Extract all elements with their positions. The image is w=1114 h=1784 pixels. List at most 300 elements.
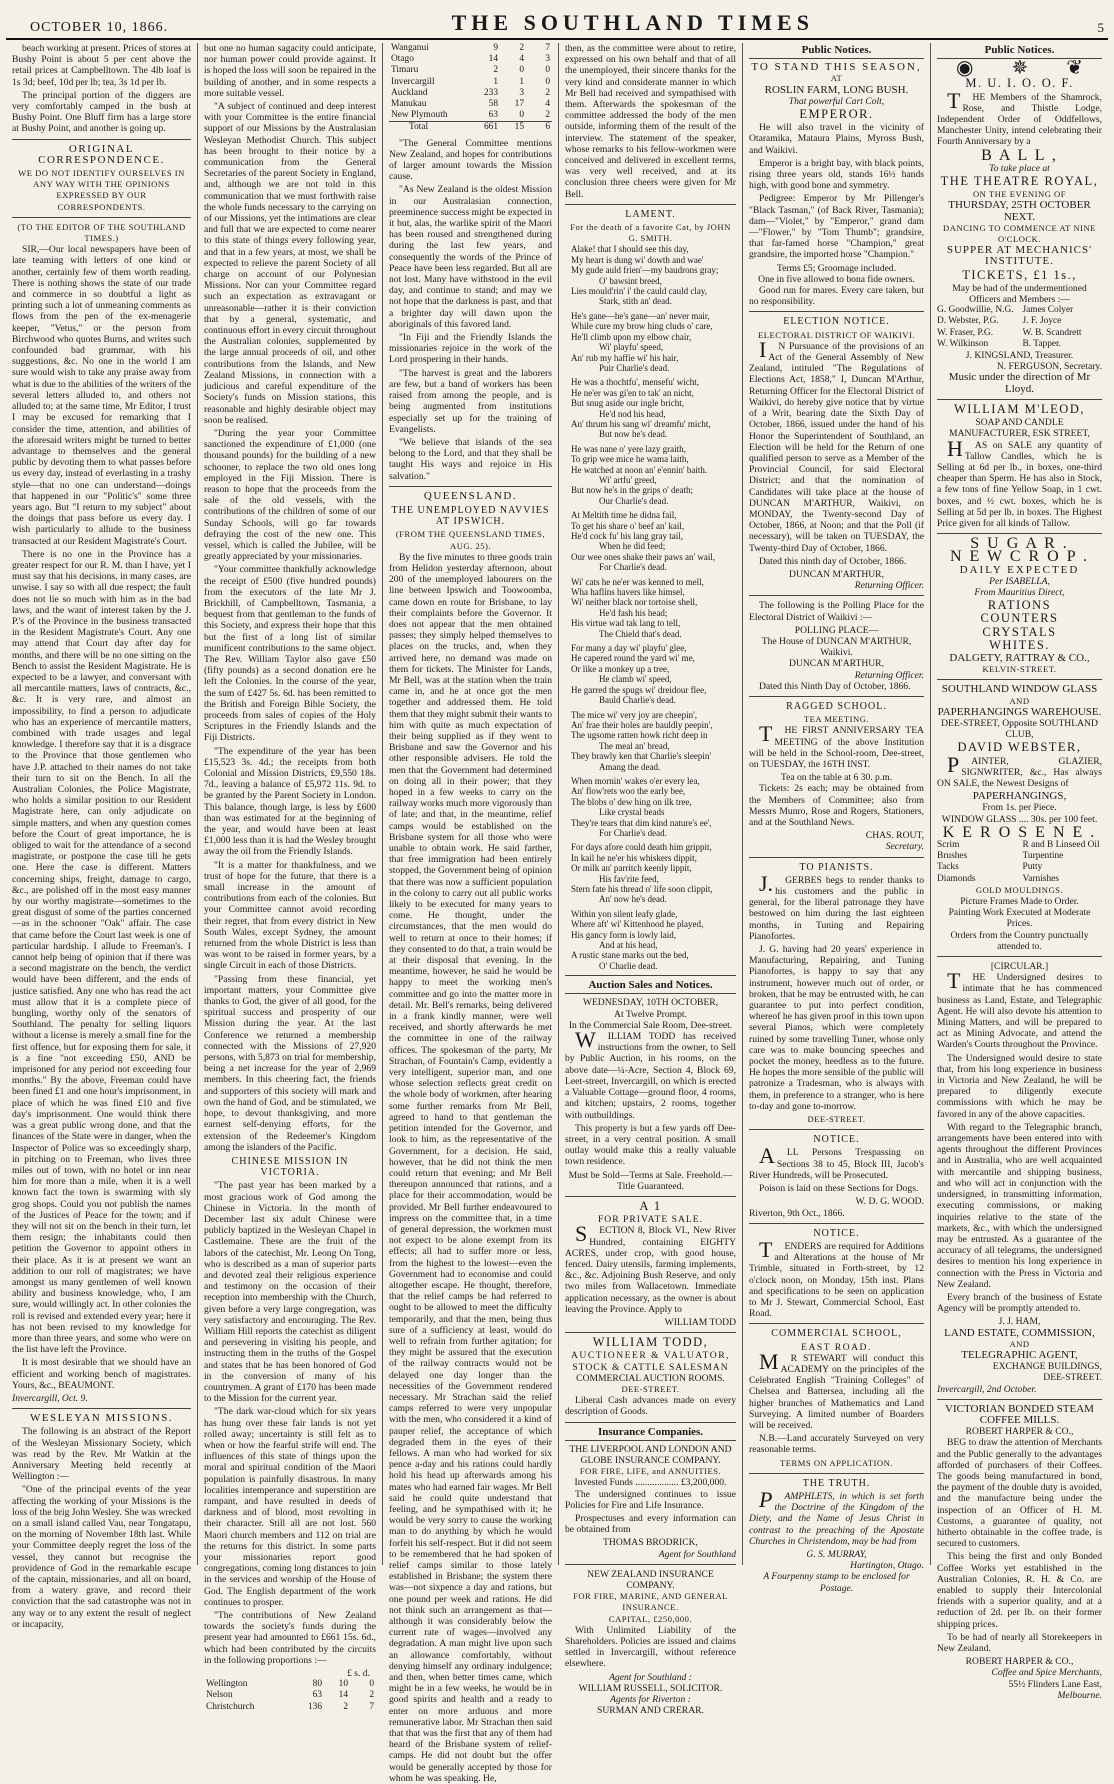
agent-role: Agents for Riverton : (610, 1694, 691, 1706)
section-header: Public Notices. (937, 45, 1102, 59)
paragraph: "It is a matter for thankfulness, and we trust of hope for the future, that there is a small increase in the amount of contributions from each of the colonies. But your Committee cannot avoid recording their regret, that from every district in New South Wales, except Sydney, the amount returned from the whole District is less than was wont to be raised in former years, by a single Circuit in each of those Districts. (204, 859, 376, 972)
poem-line: In kail he ne'er his whiskers dippit, (571, 852, 697, 863)
poem-stanza (565, 643, 736, 705)
ad-signature: ROBERT HARPER & CO., (965, 1656, 1074, 1668)
ad-line: Picture Frames Made to Order. (960, 896, 1079, 908)
poem-line: Lies mould'rin' i' the cauld cauld clay, (571, 286, 707, 297)
poem-line: Or milk an' parritch keenly lippit, (571, 863, 692, 874)
poem-line: He'll climb upon my elbow chair, (571, 331, 692, 342)
notice-signature: G. S. MURRAY, (806, 1548, 867, 1560)
notice-title: THE TRUTH. (802, 1477, 871, 1489)
table-row: Invercargill 1 1 0 (391, 76, 550, 87)
poem-line: While cure my brow hing cluds o' care, (571, 321, 713, 332)
letter-paragraph: SIR,—Our local newspapers have been of late teaming with letters of one kind or another, certainly few of them worth reading. There is nothing shows the state of our trade and commerce in so doubtful a light as printing such a lot of unmeaning comments as flows from the pen of the ex-menagerie keeper, "Vetus," or the person from Birchwood who quotes Burns, and writes such confounded bad grammar, with his suggestions, &c. No one in the world I am sure would wish to take any praise away from what is due to the abilities of the writers of the several letters alluded to, and others not alluded to; at the same time, Mr Editor, I trust I may be excused for remarking that I consider the time, attention, and abilities of the aforesaid writers might be turned to better advantage to themselves and the general public by devoting them to what passes before us every day, instead of everlasting in a trashy style—that no one can understand—doings that happened in our "Politic's" some three years ago. But "I return to my subject" about the doings that pass before us every day. I wish particularly to allude to the business transacted at our Resident Magistrate's Court. (12, 244, 191, 547)
notice-dated: Dated this Ninth Day of October, 1866. (759, 680, 911, 692)
ad-signature: Melbourne. (1057, 1689, 1102, 1701)
product-line: CRYSTALS (982, 624, 1057, 639)
notice-text: J.GERBES begs to render thanks to his customers and the public in general, for the liberal patronage they have bestowed on him during the last eighteen months, in Tuning and Repairing Pianofortes. (749, 870, 924, 942)
ad-text: PAINTER, GLAZIER, SIGNWRITER, &c., Has always ON SALE, the Newest Designs of (937, 751, 1102, 789)
ad-text: Liberal Cash advances made on every description of Goods. (565, 1395, 736, 1418)
paragraph: "The harvest is great and the laborers are few, but a band of workers has been raised from among the people, and is being augmented from institutions especially set up for the training of Evangelists. (389, 367, 552, 435)
paragraph: beach working at present. Prices of stores at Bushy Point is about 5 per cent above the retail prices at Campbelltown. The 4lb loaf is 1s 3d; beef, 10d per lb; tea, 3s 1d per lb. (12, 43, 191, 88)
agent-title: LAND ESTATE, COMMISSION, (944, 1326, 1095, 1339)
letter-paragraph: It is most desirable that we should have an efficient and working bench of magistrates. Yours, &c., BEAUMONT. (12, 1357, 191, 1391)
list-item: Putty (1022, 862, 1043, 873)
poem-line: But now he's dead. (599, 429, 668, 440)
business-name: VICTORIAN BONDED STEAM COFFEE MILLS. (945, 1402, 1094, 1426)
paragraph: "As New Zealand is the oldest Mission in our Australasian connection, preeminence success might be expected in it but, alas, the warlike spirit of the Maori has been roused and strengthened during during the last few years, and consequently the words of the Prince of Peace have been less regarded. But all are not lost. Many have withstood in the evil day, and continue to stand; and may we not hope that the darkness is past, and that a brighter day will dawn upon the aboriginals of this favored land. (389, 184, 552, 330)
eye-emblem-icon: ◉ (956, 57, 974, 80)
event-dance: DANCING TO COMMENCE AT NINE O'CLOCK. (943, 222, 1096, 245)
auctioneer-rooms: COMMERCIAL AUCTION ROOMS. (576, 1372, 725, 1384)
ad-sub: Per ISABELLA, (989, 575, 1050, 587)
auction-date: WEDNESDAY, 10TH OCTOBER, (582, 997, 719, 1009)
auctioneer-title: STOCK & CATTLE SALESMAN (572, 1361, 729, 1373)
column-4 (559, 43, 743, 1717)
ad-text: THE Undersigned desires to intimate that he has commenced business as Land, Estate, and Telegraphic Agent. He will also devote his attention to Mining Matters, and will be prepared to act as Mining Advocate, and attend the Warden's Courts throughout the Province. (937, 968, 1102, 1051)
ad-text: The Undersigned would desire to state that, from his long experience in business in Victoria and New Zealand, he will be prepared to diligently execute commissions with which he may be favored in any of the above capacities. (937, 1052, 1102, 1120)
notice-signature: DEE-STREET. (807, 1114, 866, 1125)
agent-name: SURMAN AND CRERAR. (597, 1705, 704, 1717)
poem-line: Where aft' wi' Kittenhood he played, (571, 919, 704, 930)
paragraph: "One of the principal events of the year affecting the working of your Missions is the loss of the brig John Wesley. She was wrecked on a small island called Vau, near Tongatapu, on the morning of November 18th last. While your Committee deeply regret the loss of the vessel, they cannot but recognise the providence of God in the remarkable escape of the captain, missionaries, and all on board, from a watery grave, and record their conviction that the sad catastrophe was not in any way or to any extent the result of neglect or incapacity, (12, 1484, 191, 1630)
notice-sub: EAST ROAD. (801, 1341, 872, 1353)
poem-line: He watched at noon an' e'ennin' baith. (571, 464, 708, 475)
poem-line: The blobs o' dew hing on ilk tree, (571, 796, 692, 807)
auction-text: This property is but a few yards off Dee-street, in a very central position. A small outlay would make this a really valuable town residence. (565, 1122, 736, 1168)
column-2 (198, 43, 383, 1712)
list-item: W. Wilkinson (937, 338, 989, 349)
auctioneer-street: DEE-STREET. (621, 1383, 680, 1394)
event-place-intro: To take place at (989, 162, 1050, 174)
poem-line: Like crystal beads (599, 807, 665, 818)
notice-title: ELECTION NOTICE. (783, 316, 890, 328)
society-name: M. U. I. O. O. F. (965, 76, 1074, 91)
section-header: Auction Sales and Notices. (565, 980, 736, 994)
business-sub: SOAP AND CANDLE MANUFACTURER, ESK STREET, (949, 417, 1090, 440)
agent-name: WILLIAM RUSSELL, SOLICITOR. (578, 1682, 723, 1694)
notice-signature: W. D. G. WOOD. (855, 1196, 924, 1208)
ad-signature: WILLIAM TODD (664, 1316, 736, 1328)
ad-text: He will also travel in the vicinity of Otaramika, Mataura Plains, Myross Bush, and Waikivi. (749, 122, 924, 156)
poem-line: Wha haflins havers like himsel, (571, 587, 685, 598)
product-line: GOLD MOULDINGS. (975, 884, 1064, 895)
poem-line: Wi' neither black nor tortoise shell, (571, 597, 698, 608)
paragraph: "The expenditure of the year has been £15,523 3s. 4d.; the receipts from both Colonial and Mission Districts, £9,550 18s. 7d., leaving a balance of £5,972 11s. 9d. to be granted by the Parent Society in London. This balance, though large, is less by £600 than was estimated for at the beginning of the year, and would have been at least £1,000 less than it is had the Wesley brought away the oil from the Friendly Islands. (204, 745, 376, 858)
table-row: Wellington 80 10 0 (206, 1679, 374, 1690)
column-1 (6, 43, 198, 1630)
list-item: Brushes (937, 851, 968, 862)
poem-line: At Meltith time he didna fail, (571, 510, 677, 521)
poem-line: For many a day wi' playfu' glee, (571, 643, 687, 654)
notice-text: ALL Persons Trespassing on Sections 38 to 45, Block III, Jacob's River Hundreds, will be Prosecuted. (749, 1143, 924, 1181)
table-row: Timaru 2 0 0 (391, 65, 550, 76)
auction-place: In the Commercial Sale Room, Dee-street. (568, 1019, 733, 1031)
poem-stanza (565, 909, 736, 971)
notice-sub: ELECTORAL DISTRICT OF WAIKIVI. (758, 329, 915, 340)
treasurer: J. KINGSLAND, Treasurer. (965, 350, 1074, 362)
list-item: J. F. Joyce (1022, 316, 1062, 327)
poem-line: And at his head, (599, 940, 658, 951)
ad-text: HAS on SALE any quantity of Tallow Candles, which he is Selling at 6d per lb., in boxes, one-third cheaper than Sperm. He has also in Stock, a few tons of fine Yellow Soap, in 1 cwt. boxes, and ½ cwt. boxes, which he is Selling at 5d per lb. in boxes. The Highest Price given for all kinds of Tallow. (937, 435, 1102, 529)
ad-heading: TO STAND THIS SEASON, (751, 61, 922, 74)
poem-line: He clamb wi' speed, (599, 674, 672, 685)
poem-stanza (565, 377, 736, 439)
auctioneer-title: AUCTIONEER & VALUATOR, (570, 1350, 731, 1362)
agent-address: EXCHANGE BUILDINGS, (992, 1361, 1102, 1373)
section-title: ORIGINAL CORRESPONDENCE. (38, 142, 165, 166)
poem-line: His virtue wad tak lang to tell, (571, 618, 681, 629)
list-item: B. Tapper. (1022, 338, 1061, 349)
list-item: R and B Linseed Oil (1022, 840, 1100, 850)
business-sub: AND (1009, 695, 1030, 706)
notice-text: The following is the Polling Place for the Electoral District of Waikivi :— (749, 600, 924, 623)
ad-text: To be had of nearly all Storekeepers in New Zealand. (937, 1631, 1102, 1655)
poem-line: But snug aside our ingle bricht, (571, 398, 684, 409)
ad-terms: Terms £5; Groomage included. (776, 262, 897, 274)
article-source: (FROM THE QUEENSLAND TIMES, AUG. 25). (395, 529, 546, 551)
poem-line: Within yon silent leafy glade, (571, 908, 678, 919)
poem-line: O' bawsint breed, (599, 275, 662, 286)
poem-line: Stern fate his thread o' life soon clippit, (571, 884, 713, 895)
product-list (937, 840, 1102, 885)
ad-text: BEG to draw the attention of Merchants and the Public generally to the advantages afforded of purchasers of their Coffees. The goods being manufactured in bond, the payment of the double duty is avoided, and the manufacture being under the inspection of an Officer of H. M. Customs, a guarantee of quality, not hitherto obtainable in the coffee trade, is secured to customers. (937, 1437, 1102, 1550)
poem-line: The ugsome ratten howk richt deep in (571, 730, 708, 741)
column-5 (743, 43, 931, 1594)
poem-stanza (565, 776, 736, 838)
paragraph: "The contributions of New Zealand towards the society's funds during the present year had amounted to £661 15s. 6d., which had been contributed by the circuits in the following proportions :— (204, 1610, 376, 1666)
list-item: Scrim (937, 840, 960, 850)
list-item: Varnishes (1022, 873, 1059, 884)
notice-time: Tea on the table at 6 30. p.m. (780, 772, 893, 784)
paragraph: "Your committee thankfully acknowledge the receipt of £500 (five hundred pounds) from the executors of the late Mr J. Brickhill, of Campbelltown, Tasmania, a bequest from that gentleman to the funds of this Society, and express their hope that this but the first of a long list of similar munificent contributions to the same object. The Rev. William Taylor also gave £50 (fifty pounds) as a second donation ere he left the Colonies. In the course of the year, the sum of £427 5s. 6d. has been remitted to the British and Foreign Bible Society, the proceeds from sales of copies of the Holy Scriptures in the Friendly Islands and the Fiji Districts. (204, 564, 376, 744)
business-owner: DAVID WEBSTER, (957, 740, 1082, 755)
business-address: KELVIN-STREET. (982, 664, 1057, 675)
notice-title: NOTICE. (813, 1134, 860, 1146)
paragraph: "A subject of continued and deep interest with your Committee is the entire financial support of our Missions by the Australasian Wesleyan Methodist Church. This subject has been brought to their notice by a communication from the General Secretaries of the parent Society in England, and, although we are not told in this communication that we must forthwith raise the whole funds necessary to the carrying on of our Missions, yet the intimations are clear and full that we are expected to come nearer to this state of things every following year, and that in a few years, at most, we shall be expected to relieve the parent Society of all charge on account of our Polynesian Missions. Nor can your Committee regard such an expectation as extravagant or unreasonable—rather it is their conviction that by a general, systematic, and continuous effort in every circuit throughout the Australian colonies, supplemented by the large annual proceeds of oil, and other contributions from the Islands, and New Zealand Missions, in connection with a judicious and careful expenditure of the Society's funds on Mission stations, this reasonable and highly desirable object may soon be realised. (204, 101, 376, 426)
ad-heading: FOR PRIVATE SALE. (597, 1214, 704, 1226)
ad-text: THE Members of the Shamrock, Rose, and Thistle Lodge, Independent Order of Oddfellows, Manchester Unity, intend celebrating their Fourth Anniversary by a (937, 87, 1102, 148)
paragraph: "The General Committee mentions New Zealand, and hopes for contributions of larger amount towards the Mission cause. (389, 137, 552, 183)
notice-title: TO PIANISTS. (799, 861, 874, 873)
insurer-name: THE LIVERPOOL AND LONDON AND GLOBE INSURANCE COMPANY. (569, 1443, 732, 1466)
ad-sub: That powerful Cart Colt, (788, 95, 885, 107)
column-6 (931, 43, 1108, 1701)
list-item: Tacks (937, 862, 959, 873)
issue-date: OCTOBER 10, 1866. (30, 20, 169, 35)
poem-line: To get his share o' beef an' kail, (571, 520, 685, 531)
notice-signature: DUNCAN M'ARTHUR, (789, 568, 884, 580)
agent-role: Agent for Southland (658, 1548, 736, 1560)
paragraph: "The dark war-cloud which for six years has hung over these fair lands is not yet rolled away; uncertainty is still felt as to when or how the fearful strife will end. The influences of this state of things upon the moral and spiritual condition of the Maori population is painfully disastrous. In many localities intemperance and superstition are rampant, and have resulted in deeds of darkness and of blood, most revolting in their character. Still all are not lost. 560 Maori church members and 112 on trial are the returns for this district. In some parts your missionaries report good congregations, coming long distances to join in the services and worship of the House of God. The English department of the work continues to prosper. (204, 1406, 376, 1608)
ticket-note: May be had of the undermentioned Officers and Members :— (952, 282, 1087, 306)
paragraph: "Passing from these financial, yet important matters, your Committee give thanks to God, the giver of all good, for the spiritual success and prosperity of our Mission during the year. At the last Conference we returned a membership connected with the Missions of 27,920 persons, with 5,873 on trial for membership, being a net increase for the year of 2,969 members. In this cheering fact, the friends and supporters of this society will mark and own the hand of God, and be stimulated, we hope, to devout thanksgiving, and more earnest self-denying efforts, for the extension of the Redeemer's Kingdom among the islanders of the Pacific. (204, 973, 376, 1153)
list-item: W. Fraser, P.G. (937, 327, 994, 338)
poem-line: He'd fash his head; (599, 607, 668, 618)
agent-title: AND (1009, 1338, 1030, 1349)
page-number: 5 (1097, 20, 1104, 35)
poem-line: Our wee ones shake their paws an' wail, (571, 551, 716, 562)
ad-text: With regard to the Telegraphic branch, arrangements have been entered into with agents throughout the different Provinces and in Australia, who are well acquainted with mercantile and shipping business, and who will act in conjunction with the undersigned, in transmitting information, executing commissions, or making inquiries relative to the state of the markets, &c., with which the undersigned may be entrusted. As a guarantee of the accuracy of all telegrams, the undersigned desires to mention his long experience in connection with the Press in Victoria and New Zealand. (937, 1121, 1102, 1290)
notice-place: Riverton, 9th Oct., 1866. (749, 1207, 845, 1219)
insurer-name: NEW ZEALAND INSURANCE COMPANY. (587, 1568, 714, 1592)
table-row: Otago 14 4 3 (391, 54, 550, 65)
poem-line: An' flow'rets woo the early bee, (571, 786, 686, 797)
poem-line: Wi' playfu' speed, (599, 342, 664, 353)
poem-line: He'd nod his head, (599, 408, 666, 419)
poem-stanza (565, 510, 736, 572)
poem-line: His gancy form is lowly laid, (571, 929, 676, 940)
agent-name: J. J. HAM, (998, 1316, 1041, 1328)
secretary: N. FERGUSON, Secretary. (996, 361, 1102, 373)
agent-date: Invercargill, 2nd October. (937, 1383, 1037, 1395)
poem-stanza (565, 244, 736, 306)
poem-line: An' rub my haffie wi' his hair, (571, 352, 679, 363)
notice-terms: TERMS ON APPLICATION. (780, 1457, 893, 1468)
poem-line: His fav'rite feed, (599, 873, 659, 884)
notice-text: The House of DUNCAN M'ARTHUR, Waikivi. (761, 635, 912, 659)
ad-line: Painting Work Executed at Moderate Prices. (948, 907, 1091, 930)
insurer-funds: Invested Funds .................. £3,200,000. (574, 1477, 727, 1489)
notice-text: MR STEWART will conduct this ACADEMY on the principles of the Celebrated English "Training Colleges" of Chelsea and Battersea, including all the higher branches of Mathematics and Land Surveying. A limited number of Boarders will be received. (749, 1348, 924, 1431)
poem-line: A rustic stane marks out the bed, (571, 950, 689, 961)
table-row: Manukau 58 17 4 (391, 99, 550, 110)
letter-place: Invercargill, Oct. 9. (12, 1392, 88, 1404)
ticket-price: TICKETS, £1 1s., (962, 267, 1077, 282)
poem-line: But now he's in the grips o' death; (571, 485, 693, 496)
notice-title: COMMERCIAL SCHOOL, (771, 1328, 902, 1340)
list-item: W. B. Scandrett (1022, 327, 1082, 338)
poem-line: My gude auld frien'—my baudrons gray; (571, 265, 719, 276)
notice-role: Returning Officer. (854, 580, 924, 592)
ad-text: Good run for mares. Every care taken, but no responsibility. (749, 285, 924, 308)
list-item: James Colyer (1022, 305, 1074, 316)
ad-heading: N E W C R O P . (949, 548, 1090, 566)
notice-role: Returning Officer. (854, 669, 924, 681)
notice-title: POLLING PLACE— (794, 624, 879, 636)
poem-line: Stark, stith an' dead. (599, 296, 672, 307)
business-name: WILLIAM M'LEOD, (954, 401, 1085, 416)
poem-line: He capered round the yard wi' me, (571, 653, 695, 664)
ad-line: Orders from the Country punctually attended to. (950, 929, 1089, 952)
poem-line: For Charlie's dead. (599, 827, 667, 838)
notice-sub: TEA MEETING. (803, 714, 870, 725)
poem-stanza (565, 577, 736, 639)
poem-line: An' thrum his sang wi' dreamfu' micht, (571, 418, 711, 429)
poem-line: He ne'er was gi'en to tak' an nicht, (571, 387, 694, 398)
ad-text: Emperor is a bright bay, with black points, rising three years old, stands 16½ hands high, with good bone and symmetry. (749, 157, 924, 192)
ad-heading: DAILY EXPECTED (959, 563, 1080, 576)
farm-name: ROSLIN FARM, LONG BUSH. (764, 83, 909, 96)
contributions-table-continued (389, 43, 552, 134)
poem-line: O' Charlie dead. (599, 960, 658, 971)
product-line: WHITES. (989, 637, 1050, 652)
list-item: Diamonds (937, 873, 976, 884)
list-item: Turpentine (1022, 851, 1064, 862)
table-row: New Plymouth 63 0 2 (391, 110, 550, 121)
business-name: DALGETY, RATTRAY & CO., (949, 651, 1090, 664)
table-row: Auckland 233 3 2 (391, 87, 550, 98)
business-name: PAPERHANGINGS WAREHOUSE. (937, 705, 1102, 718)
column-3 (383, 43, 559, 1784)
poem-line: He garred the spugs wi' dreidour flee, (571, 684, 707, 695)
notice-title: RAGGED SCHOOL. (786, 700, 887, 712)
disclaimer: WE DO NOT IDENTIFY OURSELVES IN ANY WAY WITH THE OPINIONS EXPRESSED BY OUR CORRESPONDENTS. (18, 168, 185, 212)
poem-stanza (565, 842, 736, 904)
poem-line: Wi' artfu' greed, (599, 474, 657, 485)
article-title: QUEENSLAND. (423, 489, 518, 502)
notice-place: Hartington, Otago. (850, 1560, 924, 1572)
notice-text: Poison is laid on these Sections for Dogs. (759, 1183, 919, 1195)
product-line: COUNTERS (980, 611, 1059, 626)
product-line: K E R O S E N E . (942, 823, 1097, 841)
poem-line: Alake! that I should see this day, (571, 244, 689, 255)
poem-stanza (565, 710, 736, 772)
ad-text: This being the first and only Bonded Coffee Works yet established in the Australian Colonies, R. H. & Co. are enabled to supply their Intercolonial friends with a superior quality, and at a reduction of 2d. per lb. on their former shipping prices. (937, 1551, 1102, 1630)
heart-hand-emblem-icon: ❦ (1066, 57, 1083, 80)
masthead (6, 6, 1108, 40)
paragraph: but one no human sagacity could anticipate, nor human power could provide against. It is hoped the loss will soon be repaired in the building of another, and in some respects a more suitable vessel. (204, 43, 376, 99)
auction-terms: Must be Sold—Terms at Sale. Freehold.—Title Guaranteed. (568, 1169, 733, 1192)
paragraph: "The past year has been marked by a most gracious work of God among the Chinese in Victoria. In the month of December last six adult Chinese were publicly baptized in the Wesleyan Chapel in Castlemaine. These are the fruit of the labors of the catechist, Mr. Leong On Tong, who is described as a man of superior parts and devoted zeal their religious experience and testimony on the occasion of their reception into membership with the Church, given before a very large congregation, was very satisfactory and encouraging. The Rev. William Hill reports the catechist as diligent and persevering in visiting his people, and instructing them in the truths of the Gospel and states that he has been honored of God in the conversion of many of his countrymen. A grant of £170 has been made to the Mission for the current year. (204, 1180, 376, 1405)
poem-line: Amang the dead. (599, 761, 661, 772)
ad-signature: Coffee and Spice Merchants, (991, 1667, 1102, 1679)
agent-name: THOMAS BRODRICK, (603, 1537, 698, 1549)
to-editor: (TO THE EDITOR OF THE SOUTHLAND TIMES.) (17, 221, 186, 244)
business-name: SOUTHLAND WINDOW GLASS (941, 683, 1098, 696)
ad-signature: 55½ Flinders Lane East, (1008, 1678, 1102, 1690)
poem-line: To grip wee mice he wama laith, (571, 454, 689, 465)
notice-text: N.B.—Land accurately Surveyed on very reasonable terms. (749, 1433, 924, 1456)
poem-line: Our Charlie's dead. (599, 495, 669, 506)
poem-line: For Charlie's dead. (599, 562, 667, 573)
poem-line: Or like a monkey up a tree, (571, 663, 670, 674)
circular-label: [CIRCULAR.] (990, 961, 1049, 973)
ad-text: Every branch of the business of Estate Agency will be promptly attended to. (937, 1291, 1102, 1315)
poem (565, 244, 736, 971)
paragraph: "In Fiji and the Friendly Islands the missionaries rejoice in the work of the Lord prospering in their hands. (389, 332, 552, 366)
horse-name: EMPEROR. (799, 107, 874, 122)
poem-line: He'd cock fu' his lang gray tail, (571, 531, 683, 542)
poem-line: Bauld Charlie's dead. (599, 695, 676, 706)
notice-text: IN Pursuance of the provisions of an Act of the General Assembly of New Zealand, intituled "The Regulations of Elections Act, 1858," I, Duncan M'Arthur, Returning Officer for the Electoral District of Waikivi, do hereby give notice that by virtue of a Writ, bearing date the Sixth Day of October, 1866, issued under the hand of his Honor the Superintendent of Southland, an Election will be held for the Return of one qualified person to serve as a Member of the Provincial Council, for said Electoral District; and that the nomination of Candidates will take place at the house of DUNCAN M'ARTHUR, Waikivi, on MONDAY, the Twenty-second Day of October, 1866, at Noon; and that the Poll (if necessary), will be taken on TUESDAY, the Twenty-third Day of October, 1866. (749, 336, 924, 554)
agent-title: TELEGRAPHIC AGENT, (961, 1348, 1078, 1361)
paragraph: "We believe that islands of the sea belong to the Lord, and that they shall be taught His ways and rejoice in His salvation." (389, 436, 552, 482)
ad-text: Pedigree: Emperor by Mr Pillenger's "Black Tasman," (of Back River, Tasmania); dam—"Violet," by "Emperor," grand dam—"Flower," by "Tom Thumb"; grandsire, that far-famed horse "Champion," great grandsire, the imported horse "Champion." (749, 193, 924, 261)
ad-text: With Unlimited Liability of the Shareholders. Policies are issued and claims settled in Invercargill, without reference elsewhere. (565, 1624, 736, 1670)
agent-address: DEE-STREET. (1043, 1372, 1102, 1384)
ad-sub: From Mauritius Direct, (974, 586, 1065, 598)
business-owner: ROBERT HARPER & CO., (965, 1426, 1074, 1438)
poem-line: They're tears that dim kind nature's ee', (571, 817, 712, 828)
poem-line: Wi' cats he ne'er was kenned to mell, (571, 576, 704, 587)
notice-text: Tickets: 2s each; may be obtained from the Members of Committee; also from Messrs Munro, Rose and Rogers, Stationers, and at the Southland News. (749, 783, 924, 828)
product-line: PAPERHANGINGS, (972, 790, 1067, 803)
business-address: DEE-STREET, Opposite SOUTHLAND CLUB, (941, 717, 1098, 741)
table-head: £ s. d. (347, 1668, 370, 1680)
paragraph: then, as the committee were about to retire, expressed on his own behalf and that of all the unemployed, their sincere thanks for the very kind and considerate manner in which Mr Bell had received and sympathised with them. Afterwards the spokesman of the committee addressed the body of the men outside, informing them of the result of the interview. The statement of the speaker, whose remarks to his fellow-workmen were conceived and delivered in excellent terms, was very well received, and at its conclusion three cheers were given for Mr Bell. (565, 43, 736, 200)
auctioneer-name: WILLIAM TODD, (592, 1335, 709, 1350)
product-price: WINDOW GLASS .... 30s. per 100 feet. (941, 813, 1098, 825)
insurer-sub: FOR FIRE, LIFE, and ANNUITIES. (579, 1466, 722, 1477)
poem-line: He was nane o' yere lazy graith, (571, 443, 686, 454)
poem-line: They brawly ken that Charlie's sleepin' (571, 751, 711, 762)
poem-line: The meal an' bread, (599, 740, 670, 751)
table-total-row: Total 661 15 6 (389, 122, 552, 134)
letter-paragraph: There is no one in the Province has a greater respect for our R. M. than I have, yet I must say that his decisions, in many cases, are unwise. I say so with all due respect; the fault does not lie so much with him as in the bad laws, and the want of interest taken by the J. P.'s of the Province in the business transacted in the Resident Magistrate's Court. Any one may attend that Court day after day for months, and there will be no one sitting on the Bench to assist the Resident Magistrate. He is expected to be a lawyer, and conversant with all mercantile matters, laws of contracts, &c., &c. It is very rare, and almost an impossibility, to find a person to adjudicate who has an experience of mercantile matters, combined with trade usages and legal knowledge. I therefore say that it is a disgrace to the Province that those gentlemen who have J.P. attached to their names do not take their turn to sit on the Bench. In all the Australian Colonies, the Police Magistrate, who holds a similar position to our Resident Magistrate here, can only adjudicate on simple matters, and when any question comes before the Court of great importance, he is obliged to wait for the attendance of a second magistrate, or postpone the case till he gets one. Here the case is different. Matters concerning ships, freight, damage to cargo, &c., are polished off in the most easy manner by our worthy magistrate—sometimes to the great disgust of some of the parties concerned—as in the schooner "Oak" affair. The case that came before the Court last week is one of particular hardship. I allude to Freeman's. I cannot help being of opinion that if there was a second magistrate on the bench, the verdict would have been different, and the ends of justice satisfied. Any one who has read the act must allow that it is a complete piece of bungling, worthy only of the senators of Southland. The penalty for selling liquors without a license is merely a small fine for the first offence, but for exposing them for sale, it is a fine "not exceeding £50, AND be imprisoned for any period not exceeding four months." By the above, Freeman could have been fined £1 and one hour's imprisonment, in place of which he was fined £10 and five day's imprisonment. One would think there was a great public wrong done, and that the finances of the State were in danger, when the Inspector of Police was so exceedingly sharp, in pitching on to Freeman, who lives three miles out of town, with no hotel or inn near him for more than a mile, when it is a well known fact the town is swarming with sly grog shops. Could you not publish the names of the Justices of Peace for the town; and if they will not sit on the bench in their turn, let them resign; the inhabitants could then petition the Governor to appoint others in their place. As it is at present we want an addition to our roll of magistrates; we have amongst us many gentlemen of well known ability and business knowledge, who, I am sure, would willingly act. In other colonies the roll is revised and extended every year; here it has not been revised to my knowledge for more than three years, and some who were on the list have left the Province. (12, 548, 191, 1356)
paragraph: The principal portion of the diggers are very comfortably camped in the bush at Bushy Point. One Bluff firm has a large store at Bushy Point, and another is going up. (12, 89, 191, 135)
ad-heading: A 1 (639, 1198, 662, 1213)
event-supper: SUPPER AT MECHANICS' INSTITUTE. (946, 244, 1093, 268)
notice-text: THE FIRST ANNIVERSARY TEA MEETING of the above Institution will be held in the School-room, Dee-street, on TUESDAY, the 16TH INST. (749, 721, 924, 770)
notice-title: NOTICE. (813, 1227, 860, 1239)
ad-text: SECTION 8, Block VI., New River Hundred, containing EIGHTY ACRES, under crop, with good house, fenced. Dairy utensils, farming implements, &c., &c. Adjoining Bush Reserve, and only two miles from Wallacetown. Immediate application necessary, as the owner is about leaving the Province. Apply to (565, 1221, 736, 1315)
table-row: Christchurch 136 2 7 (206, 1701, 374, 1712)
notice-signature: CHAS. ROUT, (865, 830, 924, 842)
poem-title: LAMENT. (625, 208, 676, 220)
officer-list (937, 305, 1102, 350)
music-note: Music under the direction of Mr Lloyd. (948, 371, 1091, 395)
paragraph: "During the year your Committee sanctioned the expenditure of £1,000 (one thousand pounds) for the building of a new schooner, to replace the two old ones long employed in the Fiji Mission. There is reason to hope that the proceeds from the sale of the old vessels, with the contributions of the children of some of our Sunday Schools, will go far towards defraying the cost of the new one. This vessel, which is called the Jubilee, will be greatly appreciated by your missionaries. (204, 427, 376, 563)
poem-line: He was a thochtfu', mensefu' wicht, (571, 377, 699, 388)
poem-line: He's gane—he's gane—an' never mair, (571, 310, 710, 321)
table-row: Wanganui 9 2 7 (391, 43, 550, 53)
notice-signature: DUNCAN M'ARTHUR, (789, 658, 884, 670)
paragraph: By the five minutes to three goods train from Helidon yesterday afternoon, about 200 of the unemployed labourers on the line between Ipswich and Toowoomba, came down en route for Brisbane, to lay their complaints before the Governor. It does not appear that the men obtained passes; they simply helped themselves to places on the trucks, and, when they arrived here, no demand was made on them for tickets. The Minister for Lands, Mr Bell, was at the station when the train came in, and he at once got the men together and addressed them. He told them that they might submit their wants to him with quite as much expectation of their being supplied as if they went to Brisbane and saw the Governor and his other responsible advisers. He told the men that the Government had determined on doing all in their power; that they hoped in a few weeks to carry on the railway works much more vigorously than of late; and that, in the meantime, relief camps would be established on the Brisbane system for all those who were unable to obtain work. He said farther, that free immigration had been entirely stopped, the Government being of opinion that there was now a sufficient population in the colony to carry out all public works likely to be executed for many years to come. He thought, under the circumstances, that the men would do well to return at once to their homes; if they consented to do that, a train would be at their disposal that evening. In the meantime, however, he said he would be happy to meet the working men's committee and go into the matter more in detail. Mr. Bell's remarks, being delivered in a frank kindly manner, were well received, and shortly afterwards he met the committee in one of the railway offices. The spokesman of the party, Mr Strachan, of Fountain's Camp, evidently a very intelligent, superior man, and one whose selection reflects great credit on the whole body of workmen, after hearing some further remarks from Mr Bell, agreed to hand to that gentleman the petition intended for the Governor, and look to him, as the representative of the Government, for a decision. He said, however, that he did not think the men could return that evening; and Mr Bell thereupon announced that rations, and a place for their accommodation, would be provided. Mr Bell further endeavoured to impress on the committee that, in a time of general depression, the workmen must not expect to be alone exempt from its effects; all had to suffer more or less, from the highest to the lowest—even the Government had to economise and could altogether escape. He thought, therefore, that the relief camps be had referred to ought to be allowed to meet the difficulty temporarily, and that the men, being thus sure of a sufficiency at least, would do well to refrain from further agitation; for they might be assured that the execution of the railway contracts would not be delayed one day longer than the necessities of the Government rendered necessary. Mr Strachan said the relief camps referred to were very unpopular with the men, who considered it a kind of pauper relief, the acceptance of which degraded them in the eyes of their fellows. A man who had worked for six pence a-day and his rations could hardly hold his head up afterwards among his mates who had earned fair wages. Mr Bell said he could quite understand that feeling, and he sympathised with it; he would be very sorry to cause the working man to do anything by which he would forfeit his self-respect. But it did not seem to be remembered that he had spoken of relief camps similar to those lately established in Brisbane; the system there was—not sixpence a day and rations, but one pound per week and rations. He did not think such an arrangement as that—although it was considerably below the current rate of wages—involved any degradation. A man might live upon such an allowance comfortably, without denying himself any ordinary indulgence; and then, when better times came, which might be in a few weeks, he would be in good spirits and health and a ready to enter on more arduous and more remunerative labor. Mr Strachan then said that that was the first that any of them had heard of the Brisbane system of relief-camps. He did not doubt but the offer would be generally accepted by those for whom he was speaking. He, (389, 551, 552, 1784)
ad-sub: AT (830, 73, 843, 84)
insurer-sub: FOR FIRE, MARINE, AND GENERAL INSURANCE. (573, 1591, 728, 1613)
list-item: D. Webster, P.G. (937, 316, 999, 327)
section-header: Insurance Companies. (565, 1427, 736, 1441)
poem-subtitle: For the death of a favorite Cat, by JOHN G. SMITH. (570, 222, 731, 244)
poem-line: When mornin' wakes o'er every lea, (571, 775, 700, 786)
poem-stanza (565, 311, 736, 373)
newspaper-title: THE SOUTHLAND TIMES (451, 10, 814, 35)
sun-emblem-icon: ✵ (1011, 57, 1029, 80)
contributions-table (204, 1679, 376, 1713)
poem-stanza (565, 444, 736, 506)
notice-text: PAMPHLETS, in which is set forth the Doctrine of the Kingdom of the Diety, and the Name of Jesus Christ in contrast to the preaching of the Apostate Churches in Christendom, may be had from (749, 1486, 924, 1547)
event-name: B A L L , (981, 146, 1058, 164)
event-date: THURSDAY, 25TH OCTOBER NEXT. (948, 199, 1091, 223)
section-header: Public Notices. (749, 45, 924, 59)
poem-line: For days afore could death him grippit, (571, 842, 712, 853)
table-row: Nelson 63 14 2 (206, 1690, 374, 1701)
poem-line: My heart is dung wi' dowth and wae' (571, 254, 704, 265)
event-venue: THE THEATRE ROYAL, (940, 174, 1099, 189)
list-item: G. Goodwillie, N.G. (937, 305, 1014, 316)
poem-line: An' now he's dead. (599, 894, 667, 905)
notice-note: A Fourpenny stamp to be enclosed for Postage. (763, 1571, 910, 1594)
ad-text: Prospectuses and every information can be obtained from (565, 1513, 736, 1536)
notice-role: Secretary. (885, 841, 924, 853)
poem-line: The Chield that's dead. (599, 628, 682, 639)
poem-line: The mice wi' very joy are cheepin', (571, 709, 697, 720)
auction-text: WILLIAM TODD has received instructions from the owner, to Sell by Public Auction, in his rooms, on the above date—¼-Acre, Section 4, Block 69, Leet-street, Invercargill, on which is erected a Valuable Cottage—ground floor, 4 rooms, and kitchen; upstairs, 2 rooms, together with outbuildings. (565, 1027, 736, 1121)
subsection-title: CHINESE MISSION IN VICTORIA. (231, 1155, 349, 1179)
notice-text: J. G. having had 20 years' experience in Manufacturing, Repairing, and Tuning Pianofortes, is happy to say that any instrument, however much out of order, or broken, that he may be entrusted with, he can guarantee to put into perfect condition, whereof he has given proof in this town upon several Pianos, which were completely ruined by some travelling Tuner, whose only care was to make bouncing speeches and pocket the money, heedless as to the future. He hopes the more sensible of the public will patronize a Tradesman, who is always with them, in preference to a stranger, who is here to-day and gone to-morrow. (749, 944, 924, 1112)
insurer-capital: CAPITAL, £250,000. (608, 1613, 693, 1624)
poem-line: Puir Charlie's dead. (599, 362, 670, 373)
product-price: From 1s. per Piece. (982, 802, 1057, 814)
poem-line: An' frae their holes are bauldly peepin', (571, 719, 713, 730)
ad-terms: One in five allowed to bona fide owners. (758, 273, 915, 285)
auction-time: At Twelve Prompt. (614, 1008, 687, 1020)
lodge-emblems (937, 57, 1102, 80)
notice-dated: Dated this ninth day of October, 1866. (759, 555, 907, 567)
product-line: RATIONS (987, 598, 1052, 613)
article-title: WESLEYAN MISSIONS. (29, 1412, 174, 1425)
